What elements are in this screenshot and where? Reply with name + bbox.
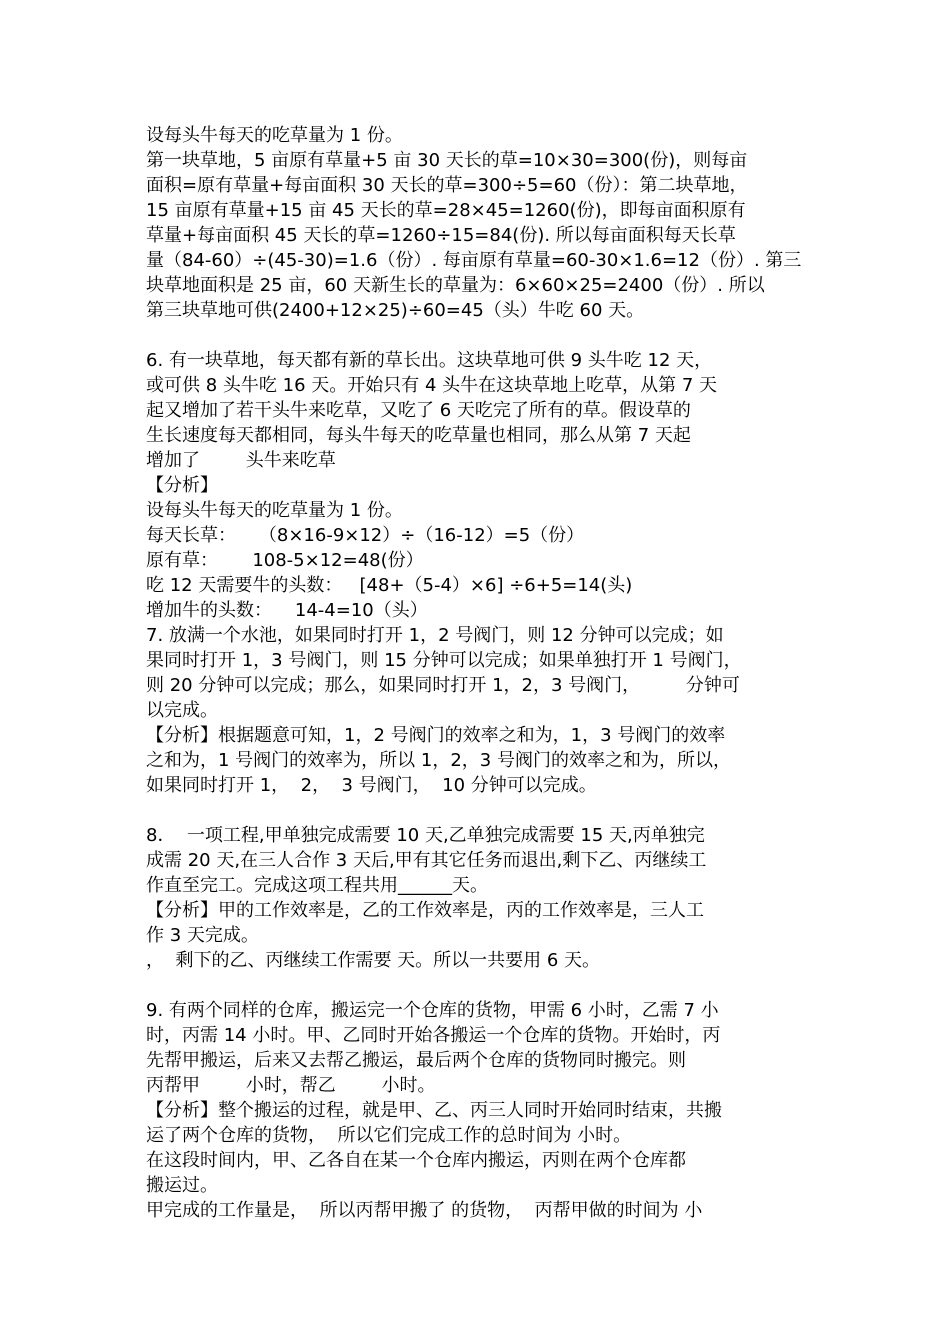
analysis-line: 之和为，1 号阀门的效率为，所以 1，2，3 号阀门的效率之和为，所以， (146, 750, 731, 771)
text-line: 每天长草： （8×16-9×12）÷（16-12）=5（份） (146, 525, 585, 546)
problem-7-line: 以完成。 (146, 700, 218, 721)
text-line: 第一块草地，5 亩原有草量+5 亩 30 天长的草=10×30=300(份)，则每亩 (146, 150, 748, 171)
problem-9-line: 先帮甲搬运，后来又去帮乙搬运，最后两个仓库的货物同时搬完。则 (146, 1050, 686, 1071)
problem-9-line: 丙帮甲 小时，帮乙 小时。 (146, 1075, 436, 1096)
analysis-line: 在这段时间内，甲、乙各自在某一个仓库内搬运，丙则在两个仓库都 (146, 1150, 686, 1171)
paragraph-gap (146, 973, 818, 998)
text-line: 增加牛的头数： 14-4=10（头） (146, 600, 428, 621)
analysis-line: 【分析】整个搬运的过程，就是甲、乙、丙三人同时开始同时结束，共搬 (146, 1100, 722, 1121)
analysis-line: 甲完成的工作量是， 所以丙帮甲搬了 的货物， 丙帮甲做的时间为 小 (146, 1200, 703, 1221)
text-line: 草量+每亩面积 45 天长的草=1260÷15=84(份). 所以每亩面积每天长草 (146, 225, 736, 246)
problem-6-line: 生长速度每天都相同，每头牛每天的吃草量也相同，那么从第 7 天起 (146, 425, 691, 446)
text-line: 量（84-60）÷(45-30)=1.6（份）. 每亩原有草量=60-30×1.6=12（份）. 第三 (146, 250, 802, 271)
analysis-heading: 【分析】 (146, 475, 218, 496)
problem-6-line: 6. 有一块草地，每天都有新的草长出。这块草地可供 9 头牛吃 12 天， (146, 350, 713, 371)
problem-6-line: 或可供 8 头牛吃 16 天。开始只有 4 头牛在这块草地上吃草，从第 7 天 (146, 375, 718, 396)
paragraph-gap (146, 798, 818, 823)
analysis-line: 【分析】甲的工作效率是，乙的工作效率是，丙的工作效率是，三人工 (146, 900, 704, 921)
text-line: 块草地面积是 25 亩，60 天新生长的草量为：6×60×25=2400（份）. 所以 (146, 275, 765, 296)
analysis-line: 搬运过。 (146, 1175, 218, 1196)
problem-7-line: 则 20 分钟可以完成；那么，如果同时打开 1，2，3 号阀门， 分钟可 (146, 675, 740, 696)
document-page (146, 123, 818, 1223)
text-line: 15 亩原有草量+15 亩 45 天长的草=28×45=1260(份)，即每亩面积原有 (146, 200, 746, 221)
text-line: 面积=原有草量+每亩面积 30 天长的草=300÷5=60（份）：第二块草地， (146, 175, 748, 196)
analysis-line: ， 剩下的乙、丙继续工作需要 天。所以一共要用 6 天。 (146, 950, 601, 971)
analysis-line: 作 3 天完成。 (146, 925, 259, 946)
problem-8-line: 成需 20 天,在三人合作 3 天后,甲有其它任务而退出,剩下乙、丙继续工 (146, 850, 707, 871)
text-line: 第三块草地可供(2400+12×25)÷60=45（头）牛吃 60 天。 (146, 300, 645, 321)
text-line: 设每头牛每天的吃草量为 1 份。 (146, 500, 403, 521)
problem-6-line: 起又增加了若干头牛来吃草，又吃了 6 天吃完了所有的草。假设草的 (146, 400, 691, 421)
problem-7-line: 7. 放满一个水池，如果同时打开 1，2 号阀门，则 12 分钟可以完成；如 (146, 625, 724, 646)
text-line: 吃 12 天需要牛的头数： [48+（5-4）×6] ÷6+5=14(头) (146, 575, 633, 596)
paragraph-gap (146, 323, 818, 348)
text-line: 设每头牛每天的吃草量为 1 份。 (146, 125, 403, 146)
text-line: 原有草： 108-5×12=48(份） (146, 550, 424, 571)
problem-7-line: 果同时打开 1，3 号阀门，则 15 分钟可以完成；如果单独打开 1 号阀门， (146, 650, 742, 671)
problem-8-line: 8． 一项工程,甲单独完成需要 10 天,乙单独完成需要 15 天,丙单独完 (146, 825, 705, 846)
problem-8-line: 作直至完工。完成这项工程共用______天。 (146, 875, 488, 896)
analysis-line: 运了两个仓库的货物， 所以它们完成工作的总时间为 小时。 (146, 1125, 632, 1146)
analysis-line: 【分析】根据题意可知，1，2 号阀门的效率之和为，1，3 号阀门的效率 (146, 725, 726, 746)
problem-9-line: 9. 有两个同样的仓库，搬运完一个仓库的货物，甲需 6 小时，乙需 7 小 (146, 1000, 719, 1021)
problem-9-line: 时，丙需 14 小时。甲、乙同时开始各搬运一个仓库的货物。开始时，丙 (146, 1025, 721, 1046)
analysis-line: 如果同时打开 1， 2， 3 号阀门， 10 分钟可以完成。 (146, 775, 597, 796)
problem-6-line: 增加了 头牛来吃草 (146, 450, 336, 471)
